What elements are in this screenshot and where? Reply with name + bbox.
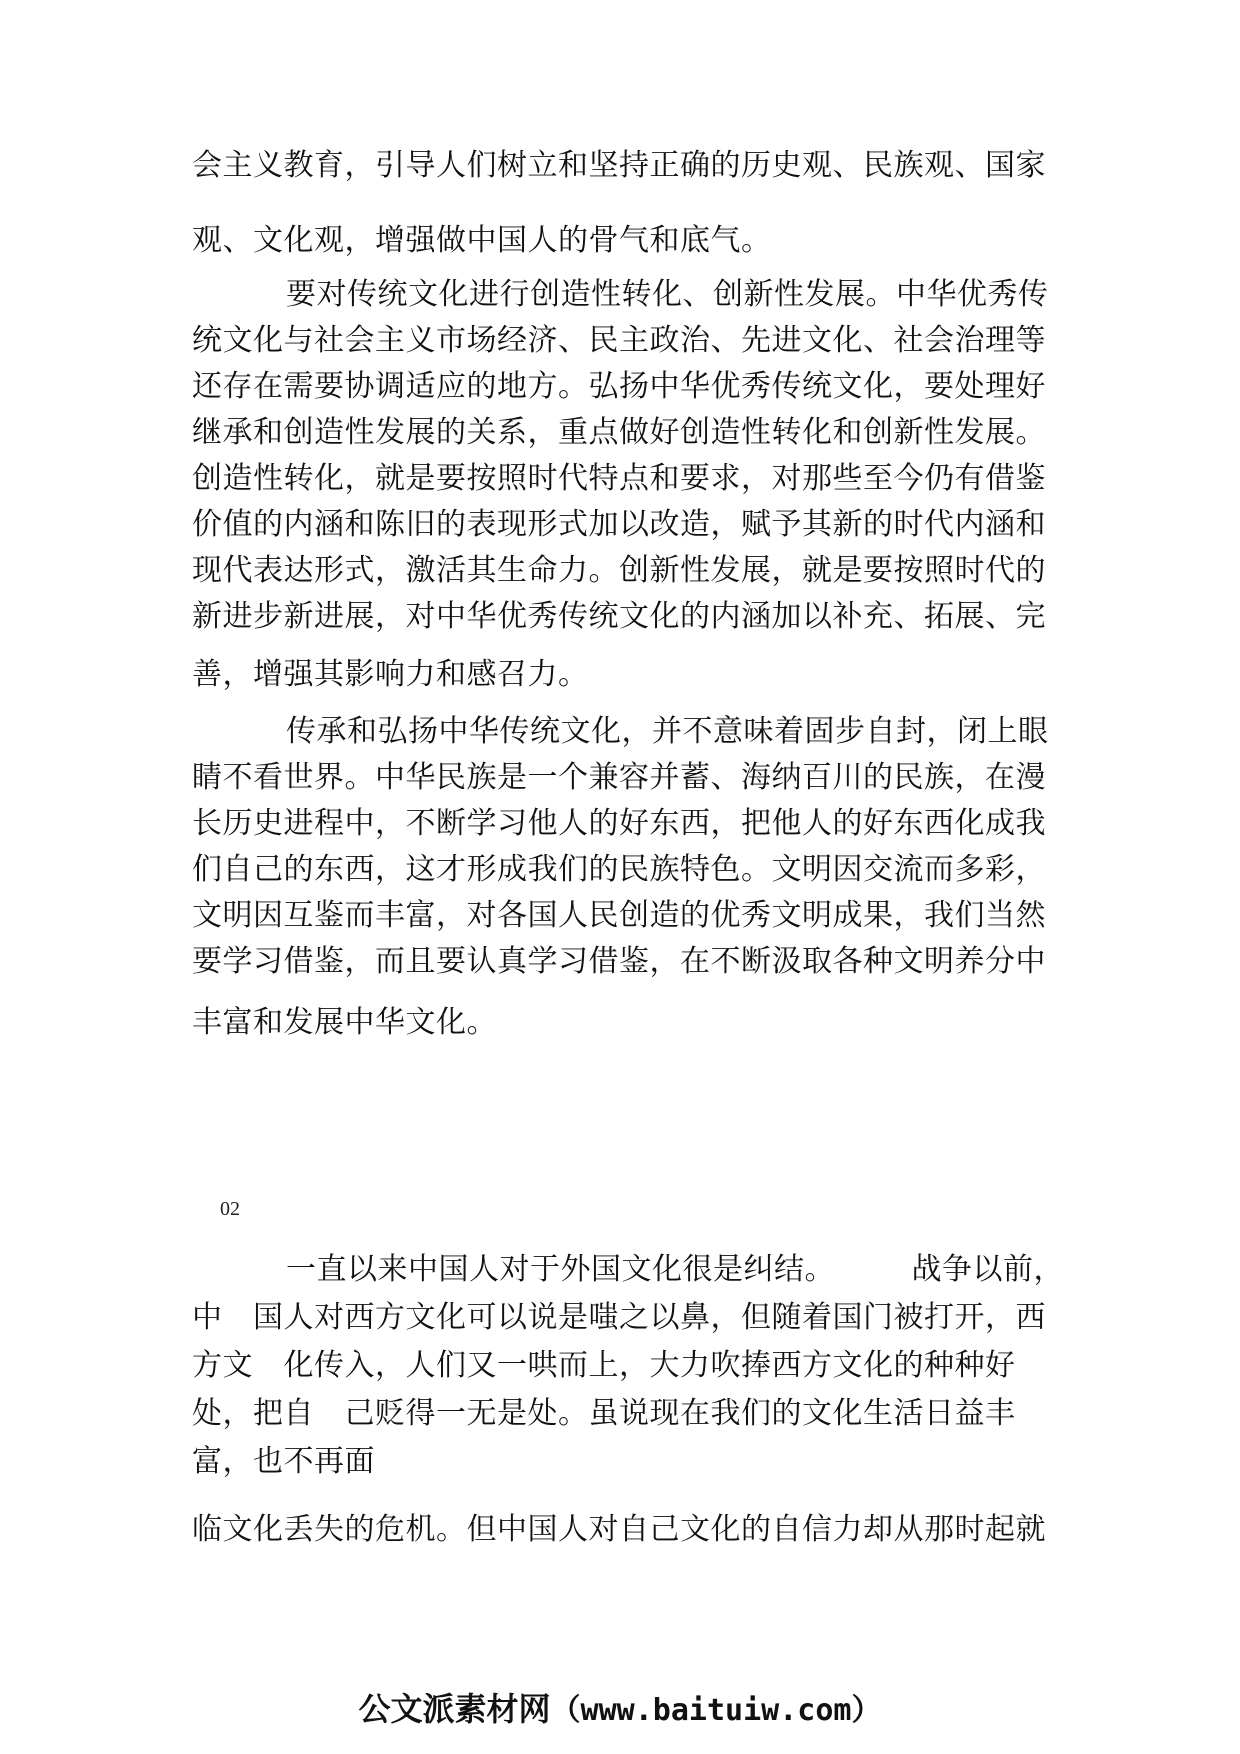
footer-url: （www.baituiw.com） xyxy=(550,1693,882,1728)
text-line: 们自己的东西，这才形成我们的民族特色。文明因交流而多彩， xyxy=(192,852,1046,887)
text-line: 善，增强其影响力和感召力。 xyxy=(192,657,589,692)
section-number: 02 xyxy=(220,1198,240,1220)
text-line: 创造性转化，就是要按照时代特点和要求，对那些至今仍有借鉴 xyxy=(192,461,1046,496)
paragraph-first-line: 要对传统文化进行创造性转化、创新性发展。中华优秀传 xyxy=(286,277,1049,312)
text-line: 统文化与社会主义市场经济、民主政治、先进文化、社会治理等 xyxy=(192,323,1046,358)
text-line: 富，也不再面 xyxy=(192,1444,375,1479)
text-line: 中 国人对西方文化可以说是嗤之以鼻，但随着国门被打开，西 xyxy=(192,1300,1046,1335)
text-line: 文明因互鉴而丰富，对各国人民创造的优秀文明成果，我们当然 xyxy=(192,898,1046,933)
paragraph-first-line: 一直以来中国人对于外国文化很是纠结。 战争以前， xyxy=(286,1252,1064,1287)
text-line: 现代表达形式，激活其生命力。创新性发展，就是要按照时代的 xyxy=(192,553,1046,588)
text-line: 丰富和发展中华文化。 xyxy=(192,1005,497,1040)
footer-title: 公文派素材网 xyxy=(358,1690,551,1728)
text-line: 要学习借鉴，而且要认真学习借鉴，在不断汲取各种文明养分中 xyxy=(192,944,1046,979)
text-line: 继承和创造性发展的关系，重点做好创造性转化和创新性发展。 xyxy=(192,415,1046,450)
footer-watermark xyxy=(0,1689,1240,1731)
paragraph-first-line: 传承和弘扬中华传统文化，并不意味着固步自封，闭上眼 xyxy=(286,714,1049,749)
text-line: 还存在需要协调适应的地方。弘扬中华优秀传统文化，要处理好 xyxy=(192,369,1046,404)
text-line: 新进步新进展，对中华优秀传统文化的内涵加以补充、拓展、完 xyxy=(192,599,1046,634)
text-line: 价值的内涵和陈旧的表现形式加以改造，赋予其新的时代内涵和 xyxy=(192,507,1046,542)
text-line: 处，把自 己贬得一无是处。虽说现在我们的文化生活日益丰 xyxy=(192,1396,1016,1431)
text-line: 临文化丢失的危机。但中国人对自己文化的自信力却从那时起就 xyxy=(192,1512,1046,1547)
text-line: 长历史进程中，不断学习他人的好东西，把他人的好东西化成我 xyxy=(192,806,1046,841)
text-line: 观、文化观，增强做中国人的骨气和底气。 xyxy=(192,223,772,258)
text-line: 方文 化传入，人们又一哄而上，大力吹捧西方文化的种种好 xyxy=(192,1348,1016,1383)
text-line: 睛不看世界。中华民族是一个兼容并蓄、海纳百川的民族，在漫 xyxy=(192,760,1046,795)
text-line: 会主义教育，引导人们树立和坚持正确的历史观、民族观、国家 xyxy=(192,148,1046,183)
